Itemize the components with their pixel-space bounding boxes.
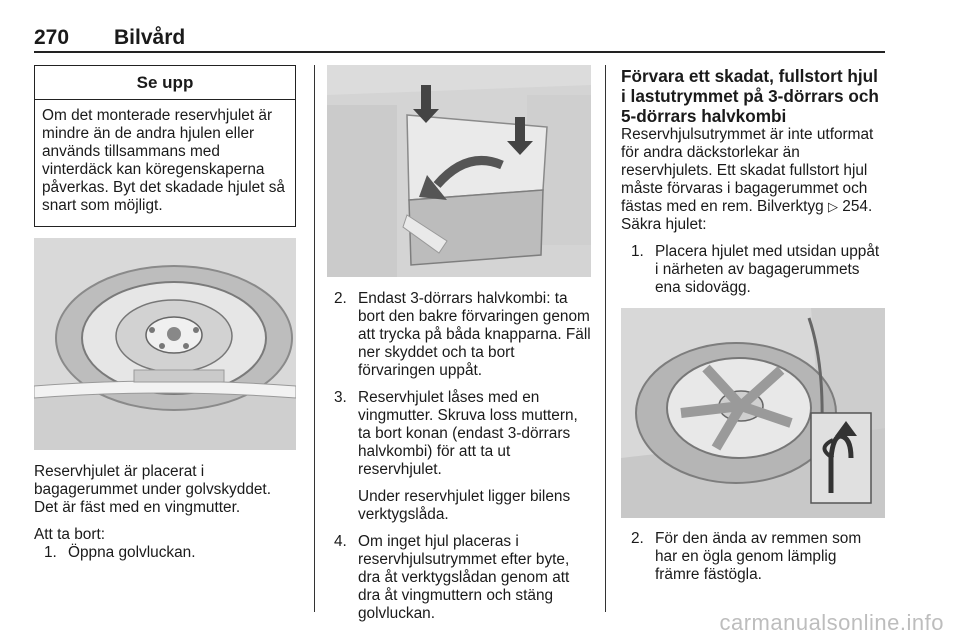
step-text: Endast 3-dörrars halvkombi: ta bort den bakre förvaringen genom att trycka på båda knapparna. Fäll ner skyddet och ta bort förvaringen uppåt.: [358, 290, 591, 379]
caution-box: [34, 65, 296, 227]
list-item: [334, 389, 592, 524]
spare-wheel-illustration: [34, 238, 296, 450]
list-item: [631, 243, 885, 297]
step-list-2: [334, 290, 592, 623]
step-text: Om inget hjul placeras i reservhjulsutrymmet efter byte, dra åt verktygslådan genom att dra åt vingmuttern och stäng golvluckan.: [358, 533, 570, 622]
column-divider-2: [605, 65, 606, 612]
list-item: [334, 290, 592, 380]
step-number: 2.: [334, 290, 347, 307]
storage-text-after: . Säkra hjulet:: [621, 198, 873, 233]
step-note: Under reservhjulet ligger bilens verktygslåda.: [358, 488, 571, 523]
step-number: 4.: [334, 533, 347, 550]
intro-paragraph: Reservhjulet är placerat i bagagerummet under golvskyddet. Det är fäst med en vingmutter.: [34, 463, 271, 516]
storage-text-before: Reservhjulsutrymmet är inte utformat för andra däckstorlekar än reservhjulets. Ett skadat fullstort hjul måste förvaras i bagagerummet och fästas med en rem. Bilverktyg: [621, 126, 874, 215]
rear-storage-illustration: [327, 65, 591, 277]
column-3-lower-text: [621, 530, 885, 593]
step-list-3b: [621, 530, 885, 584]
spare-wheel-drawing: [34, 238, 296, 450]
page-reference[interactable]: 254: [842, 198, 868, 215]
header-rule: [34, 51, 885, 53]
watermark: carmanualsonline.info: [719, 610, 944, 635]
wheel-strap-illustration: [621, 308, 885, 518]
step-number: 2.: [631, 530, 644, 547]
caution-text: Om det monterade reservhjulet är mindre än de andra hjulen eller används tillsammans med vinterdäck kan köregenskaperna påverkas. Byt det skadade hjulet så snart som möjligt.: [42, 107, 285, 214]
caution-title: Se upp: [35, 66, 295, 100]
list-item: [334, 533, 592, 623]
step-list-3a: [621, 243, 885, 297]
wheel-strap-drawing: [621, 308, 885, 518]
section-title: Bilvård: [114, 26, 186, 49]
page-number: 270: [34, 26, 70, 49]
arrow-ref-icon: ▷: [828, 199, 838, 214]
step-list-1: [34, 544, 296, 562]
column-1-text: [34, 463, 296, 571]
column-2-text: [334, 290, 592, 632]
list-item: [44, 544, 296, 562]
step-number: 3.: [334, 389, 347, 406]
page-header: [34, 26, 884, 54]
step-text: För den ända av remmen som har en ögla genom lämplig främre fästögla.: [655, 530, 862, 583]
subsection-heading: Förvara ett skadat, fullstort hjul i lastutrymmet på 3-dörrars och 5-dörrars halvkombi: [621, 66, 879, 126]
rear-storage-drawing: [327, 65, 591, 277]
storage-paragraph: [621, 126, 885, 234]
list-item: [631, 530, 885, 584]
column-divider-1: [314, 65, 315, 612]
remove-label: Att ta bort:: [34, 526, 106, 543]
step-text: Placera hjulet med utsidan uppåt i närheten av bagagerummets ena sidovägg.: [655, 243, 880, 296]
step-text: Öppna golvluckan.: [68, 544, 196, 561]
step-text: Reservhjulet låses med en vingmutter. Skruva loss muttern, ta bort konan (endast 3-dörrars halvkombi) för att ta ut reservhjulet.: [358, 389, 578, 478]
step-number: 1.: [44, 544, 57, 561]
column-3-text: [621, 66, 885, 306]
step-number: 1.: [631, 243, 644, 260]
